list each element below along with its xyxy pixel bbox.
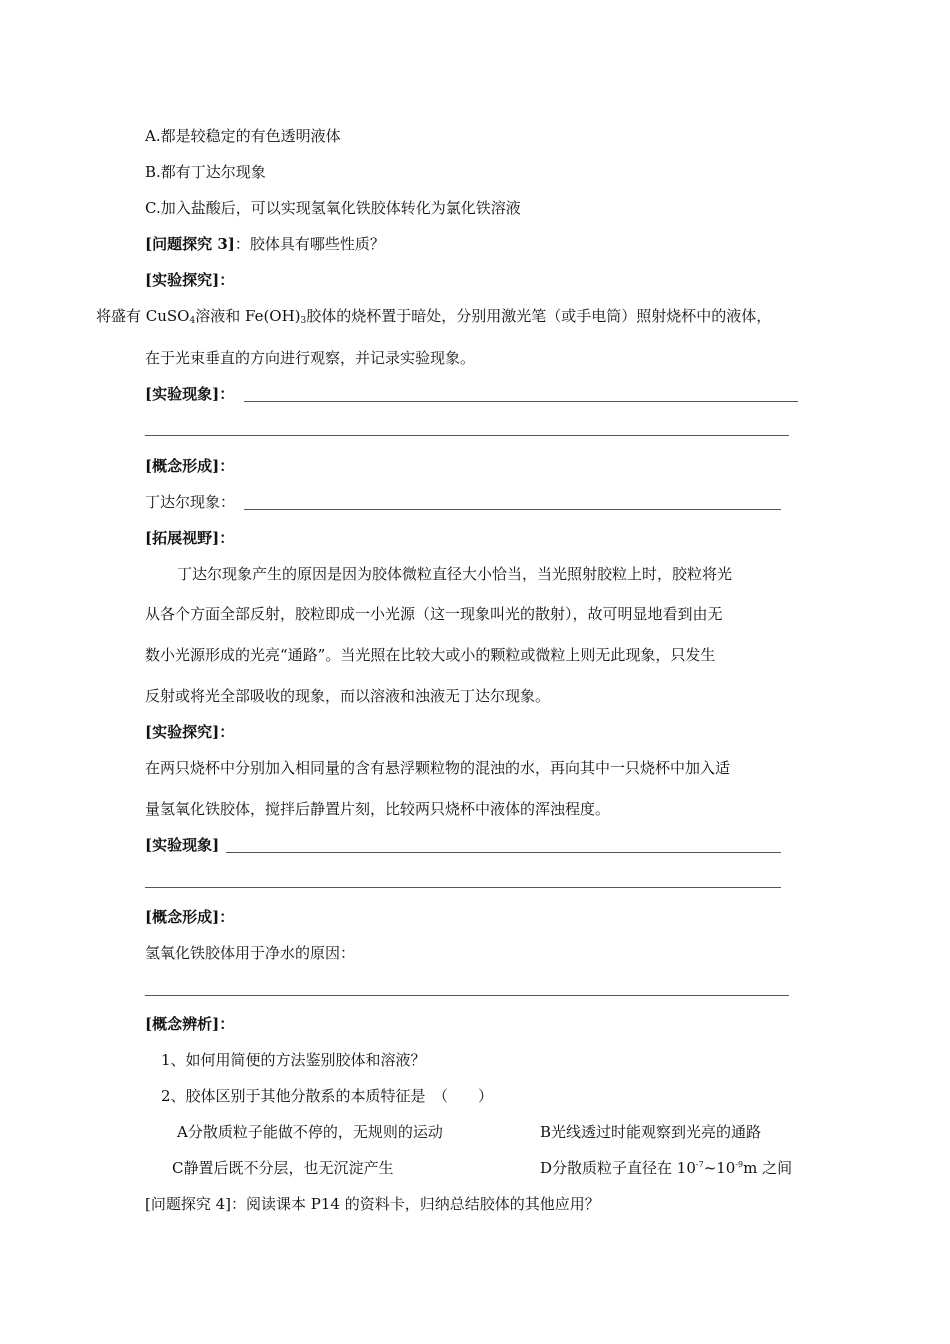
question-3	[145, 234, 385, 254]
answer-line	[226, 852, 781, 853]
experiment-2-line-2: 量氢氧化铁胶体，搅拌后静置片刻，比较两只烧杯中液体的浑浊程度。	[145, 800, 611, 818]
option-b: B光线透过时能观察到光亮的通路	[540, 1123, 762, 1141]
experiment-2-line-1: 在两只烧杯中分别加入相同量的含有悬浮颗粒物的混浊的水，再向其中一只烧杯中加入适	[145, 759, 731, 777]
answer-line	[244, 509, 781, 510]
expand-line-3: 数小光源形成的光亮“通路”。当光照在比较大或小的颗粒或微粒上则无此现象，只发生	[145, 646, 716, 664]
tyndall-label: 丁达尔现象：	[145, 493, 236, 511]
text-span: D分散质粒子直径在 10	[540, 1159, 696, 1177]
purify-label: 氢氧化铁胶体用于净水的原因：	[145, 944, 356, 962]
experiment-1-line-2: 在于光束垂直的方向进行观察，并记录实验现象。	[145, 349, 476, 367]
concept-2-heading: [概念形成]：	[145, 908, 235, 926]
option-a: A.都是较稳定的有色透明液体	[145, 127, 341, 145]
option-c: C静置后既不分层，也无沉淀产生	[172, 1159, 394, 1177]
text-span: 将盛有 CuSO	[96, 307, 190, 325]
option-a: A分散质粒子能做不停的，无规则的运动	[177, 1123, 443, 1141]
subscript: 3	[300, 316, 307, 326]
experiment-2-heading: [实验探究]：	[145, 723, 235, 741]
discern-question-1: 1、如何用简便的方法鉴别胶体和溶液？	[161, 1051, 426, 1069]
question-3-title: [问题探究 3]	[145, 235, 235, 253]
discern-heading: [概念辨析]：	[145, 1015, 235, 1033]
text-span: m 之间	[743, 1159, 793, 1177]
answer-line	[244, 401, 798, 402]
experiment-1-line-1	[96, 306, 771, 326]
answer-line	[145, 887, 781, 888]
question-3-text: ：胶体具有哪些性质？	[234, 235, 385, 253]
text-span: 胶体的烧杯置于暗处，分别用激光笔（或手电筒）照射烧杯中的液体，	[306, 307, 772, 325]
text-span: ~10	[703, 1159, 736, 1177]
option-b: B.都有丁达尔现象	[145, 163, 266, 181]
answer-line	[145, 995, 789, 996]
option-c: C.加入盐酸后，可以实现氢氧化铁胶体转化为氯化铁溶液	[145, 199, 521, 217]
answer-line	[145, 435, 789, 436]
experiment-1-heading: [实验探究]：	[145, 271, 235, 289]
option-d	[540, 1158, 792, 1178]
question-4: [问题探究 4]：阅读课本 P14 的资料卡，归纳总结胶体的其他应用？	[145, 1195, 600, 1213]
phenomenon-1-heading: [实验现象]：	[145, 385, 235, 403]
superscript: -9	[735, 1160, 744, 1169]
phenomenon-2-heading: [实验现象]	[145, 836, 220, 854]
expand-line-1: 丁达尔现象产生的原因是因为胶体微粒直径大小恰当，当光照射胶粒上时，胶粒将光	[177, 565, 733, 583]
discern-question-2: 2、胶体区别于其他分散系的本质特征是 （ ）	[161, 1087, 494, 1105]
expand-line-2: 从各个方面全部反射，胶粒即成一小光源（这一现象叫光的散射），故可明显地看到由无	[145, 605, 723, 623]
superscript: -7	[695, 1160, 704, 1169]
subscript: 4	[189, 316, 196, 326]
concept-1-heading: [概念形成]：	[145, 457, 235, 475]
expand-line-4: 反射或将光全部吸收的现象，而以溶液和浊液无丁达尔现象。	[145, 687, 551, 705]
text-span: 溶液和 Fe(OH)	[195, 307, 301, 325]
expand-heading: [拓展视野]：	[145, 529, 235, 547]
